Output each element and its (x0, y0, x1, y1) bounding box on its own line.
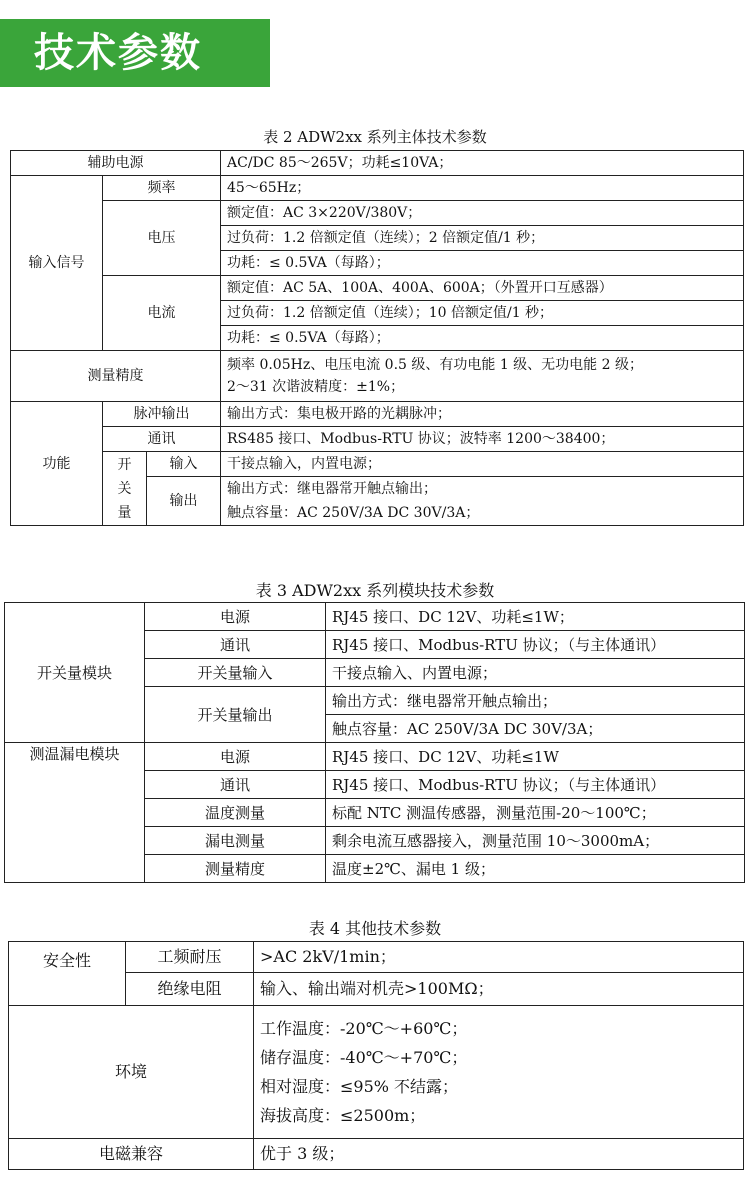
switch-output-mode: 输出方式：继电器常开触点输出； (221, 477, 744, 502)
module-row-label: 通讯 (145, 631, 326, 659)
frequency-value: 45～65Hz； (221, 176, 744, 201)
module-row-label: 电源 (145, 743, 326, 771)
current-power: 功耗：≤ 0.5VA（每路）； (221, 326, 744, 351)
table4-caption: 表 4 其他技术参数 (308, 919, 442, 938)
env-line: 储存温度：-40℃～+70℃； (260, 1048, 468, 1067)
pulse-value: 输出方式：集电极开路的光耦脉冲； (221, 402, 744, 427)
module-row-value: RJ45 接口、Modbus-RTU 协议；（与主体通讯） (326, 771, 745, 799)
comm-label: 通讯 (103, 427, 221, 452)
voltage-label: 电压 (103, 201, 221, 276)
voltage-power: 功耗：≤ 0.5VA（每路）； (221, 251, 744, 276)
pulse-label: 脉冲输出 (103, 402, 221, 427)
voltage-overload: 过负荷：1.2 倍额定值（连续）；2 倍额定值/1 秒； (221, 226, 744, 251)
module-row-value: RJ45 接口、DC 12V、功耗≤1W； (326, 603, 745, 631)
accuracy-line: 2～31 次谐波精度：±1%； (227, 379, 405, 395)
voltage-rated: 额定值：AC 3×220V/380V； (221, 201, 744, 226)
aux-power-value: AC/DC 85～265V；功耗≤10VA； (221, 151, 744, 176)
environment-value (254, 1006, 744, 1139)
switch-output-label: 输出 (147, 477, 221, 526)
env-line: 相对湿度：≤95% 不结露； (260, 1077, 459, 1096)
table2-caption: 表 2 ADW2xx 系列主体技术参数 (263, 128, 487, 146)
temp-leak-module-label: 测温漏电模块 (5, 743, 145, 883)
module-output-mode: 输出方式：继电器常开触点输出； (326, 687, 745, 715)
emc-label: 电磁兼容 (9, 1139, 254, 1170)
accuracy-label: 测量精度 (11, 351, 221, 402)
module-row-value: 干接点输入、内置电源； (326, 659, 745, 687)
aux-power-label: 辅助电源 (11, 151, 221, 176)
switch-output-capacity: 触点容量：AC 250V/3A DC 30V/3A； (221, 501, 744, 526)
other-spec-table (8, 941, 744, 1170)
main-spec-table (10, 150, 744, 526)
module-row-label: 通讯 (145, 771, 326, 799)
emc-value: 优于 3 级； (254, 1139, 744, 1170)
environment-label: 环境 (9, 1006, 254, 1139)
insulation-value: 输入、输出端对机壳>100MΩ； (254, 973, 744, 1006)
switch-label: 开 关 量 (103, 452, 147, 526)
header-banner (0, 19, 270, 87)
frequency-label: 频率 (103, 176, 221, 201)
module-row-label: 温度测量 (145, 799, 326, 827)
module-spec-table (4, 602, 745, 883)
module-row-label: 测量精度 (145, 855, 326, 883)
input-signal-label: 输入信号 (11, 176, 103, 351)
current-label: 电流 (103, 276, 221, 351)
comm-value: RS485 接口、Modbus-RTU 协议；波特率 1200～38400； (221, 427, 744, 452)
module-row-value: RJ45 接口、DC 12V、功耗≤1W (326, 743, 745, 771)
withstand-value: >AC 2kV/1min； (254, 942, 744, 973)
env-line: 海拔高度：≤2500m； (260, 1106, 426, 1125)
accuracy-value (221, 351, 744, 402)
module-output-label: 开关量输出 (145, 687, 326, 743)
withstand-label: 工频耐压 (126, 942, 254, 973)
insulation-label: 绝缘电阻 (126, 973, 254, 1006)
module-row-value: 剩余电流互感器接入，测量范围 10～3000mA； (326, 827, 745, 855)
page-title: 技术参数 (34, 30, 202, 76)
module-row-label: 漏电测量 (145, 827, 326, 855)
module-row-label: 电源 (145, 603, 326, 631)
module-row-value: RJ45 接口、Modbus-RTU 协议；（与主体通讯） (326, 631, 745, 659)
switch-input-label: 输入 (147, 452, 221, 477)
switch-input-value: 干接点输入，内置电源； (221, 452, 744, 477)
safety-label: 安全性 (9, 942, 126, 1006)
env-line: 工作温度：-20℃～+60℃； (260, 1019, 468, 1038)
module-output-capacity: 触点容量：AC 250V/3A DC 30V/3A； (326, 715, 745, 743)
module-row-value: 温度±2℃、漏电 1 级； (326, 855, 745, 883)
module-row-label: 开关量输入 (145, 659, 326, 687)
accuracy-line: 频率 0.05Hz、电压电流 0.5 级、有功电能 1 级、无功电能 2 级； (227, 357, 643, 373)
switch-module-label: 开关量模块 (5, 603, 145, 743)
current-rated: 额定值：AC 5A、100A、400A、600A；（外置开口互感器） (221, 276, 744, 301)
function-label: 功能 (11, 402, 103, 526)
module-row-value: 标配 NTC 测温传感器，测量范围-20～100℃； (326, 799, 745, 827)
current-overload: 过负荷：1.2 倍额定值（连续）；10 倍额定值/1 秒； (221, 301, 744, 326)
table3-caption: 表 3 ADW2xx 系列模块技术参数 (255, 581, 495, 600)
